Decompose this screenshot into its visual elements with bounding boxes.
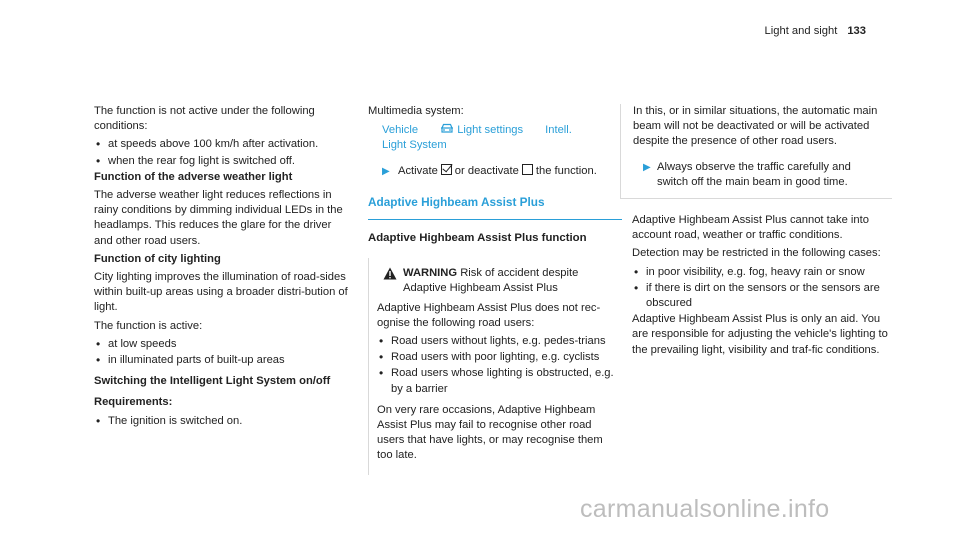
paragraph: Adaptive Highbeam Assist Plus is only an aid. You are responsible for adjusting the vehicle's lighting to the prevailing light, visibility and traf-fic conditions. bbox=[632, 313, 888, 356]
paragraph: City lighting improves the illumination of road-sides within built-up areas using a broader distri-bution of light. bbox=[94, 271, 348, 314]
paragraph: In this, or in similar situations, the automatic main beam will not be deactivated or will be activated despite the presence of other road users. bbox=[633, 105, 878, 148]
bullet-list bbox=[94, 337, 352, 368]
list-item: • Road users without lights, e.g. pedes-trians bbox=[377, 334, 614, 349]
menu-vehicle: Vehicle bbox=[382, 124, 419, 137]
menu-path bbox=[368, 122, 622, 153]
list-item: • The ignition is switched on. bbox=[94, 414, 352, 429]
paragraph: The function is not active under the following conditions: bbox=[94, 105, 315, 133]
heading-city-lighting: Function of city lighting bbox=[94, 252, 221, 265]
paragraph: Multimedia system: bbox=[368, 105, 464, 117]
list-item: • in poor visibility, e.g. fog, heavy rain or snow bbox=[632, 265, 892, 280]
paragraph: Adaptive Highbeam Assist Plus cannot take into account road, weather or traffic conditions. bbox=[632, 214, 869, 242]
paragraph: On very rare occasions, Adaptive Highbeam Assist Plus may fail to recognise other road users that have lights, or may recognise them too late. bbox=[377, 403, 603, 462]
warning-title: Risk of accident despite Adaptive Highbeam Assist Plus bbox=[403, 267, 579, 295]
menu-light-settings: Light settings bbox=[457, 124, 524, 137]
bullet-list bbox=[377, 334, 614, 397]
action-step bbox=[633, 160, 884, 190]
page-header bbox=[765, 24, 866, 39]
empty-box-icon bbox=[522, 164, 533, 175]
arrow-right-icon: ▶ bbox=[382, 165, 390, 177]
watermark: carmanualsonline.info bbox=[580, 495, 830, 523]
warning-box bbox=[368, 258, 622, 474]
section-title: Adaptive Highbeam Assist Plus bbox=[368, 195, 622, 220]
arrow-right-icon: ▶ bbox=[643, 161, 651, 173]
header-section-title: Light and sight bbox=[764, 25, 838, 37]
warning-continuation-box bbox=[620, 104, 892, 199]
column-2 bbox=[368, 104, 622, 475]
list-item: • Road users whose lighting is obstructed, e.g. by a barrier bbox=[377, 366, 614, 396]
list-item: • at speeds above 100 km/h after activation. bbox=[94, 137, 352, 152]
bullet-list bbox=[632, 265, 892, 312]
car-light-icon bbox=[440, 124, 454, 136]
action-text: the function. bbox=[535, 164, 597, 177]
list-item: • Road users with poor lighting, e.g. cyclists bbox=[377, 350, 614, 365]
action-text: Activate bbox=[398, 164, 438, 177]
paragraph: The adverse weather light reduces reflections in rainy conditions by dimming individual LEDs in the headlamps. This reduces the glare for the driver and other road users. bbox=[94, 189, 343, 247]
content-block bbox=[620, 213, 892, 358]
bullet-list bbox=[94, 137, 352, 168]
bullet-list bbox=[94, 414, 352, 429]
action-text: or deactivate bbox=[454, 164, 519, 177]
column-3 bbox=[620, 104, 892, 361]
page-number: 133 bbox=[847, 25, 866, 37]
paragraph: Adaptive Highbeam Assist Plus does not rec-ognise the following road users: bbox=[377, 301, 601, 329]
paragraph: The function is active: bbox=[94, 319, 203, 332]
subsection-title: Adaptive Highbeam Assist Plus function bbox=[368, 232, 587, 245]
column-1 bbox=[94, 104, 352, 430]
heading-switching: Switching the Intelligent Light System on/off bbox=[94, 375, 331, 388]
list-item: • in illuminated parts of built-up areas bbox=[94, 353, 352, 368]
action-text: Always observe the traffic carefully and switch off the main beam in good time. bbox=[657, 160, 851, 188]
warning-triangle-icon bbox=[383, 267, 397, 280]
warning-header bbox=[377, 266, 614, 296]
action-step bbox=[368, 164, 622, 179]
warning-label: WARNING bbox=[403, 267, 458, 280]
heading-adverse-weather: Function of the adverse weather light bbox=[94, 170, 293, 183]
paragraph: Detection may be restricted in the following cases: bbox=[632, 247, 881, 260]
checked-box-icon bbox=[441, 164, 452, 175]
heading-requirements: Requirements: bbox=[94, 396, 173, 409]
list-item: • if there is dirt on the sensors or the sensors are obscured bbox=[632, 281, 892, 311]
list-item: • when the rear fog light is switched off. bbox=[94, 154, 352, 169]
menu-intell: Intell. bbox=[545, 124, 572, 137]
list-item: • at low speeds bbox=[94, 337, 352, 352]
menu-light-system: Light System bbox=[382, 139, 447, 152]
